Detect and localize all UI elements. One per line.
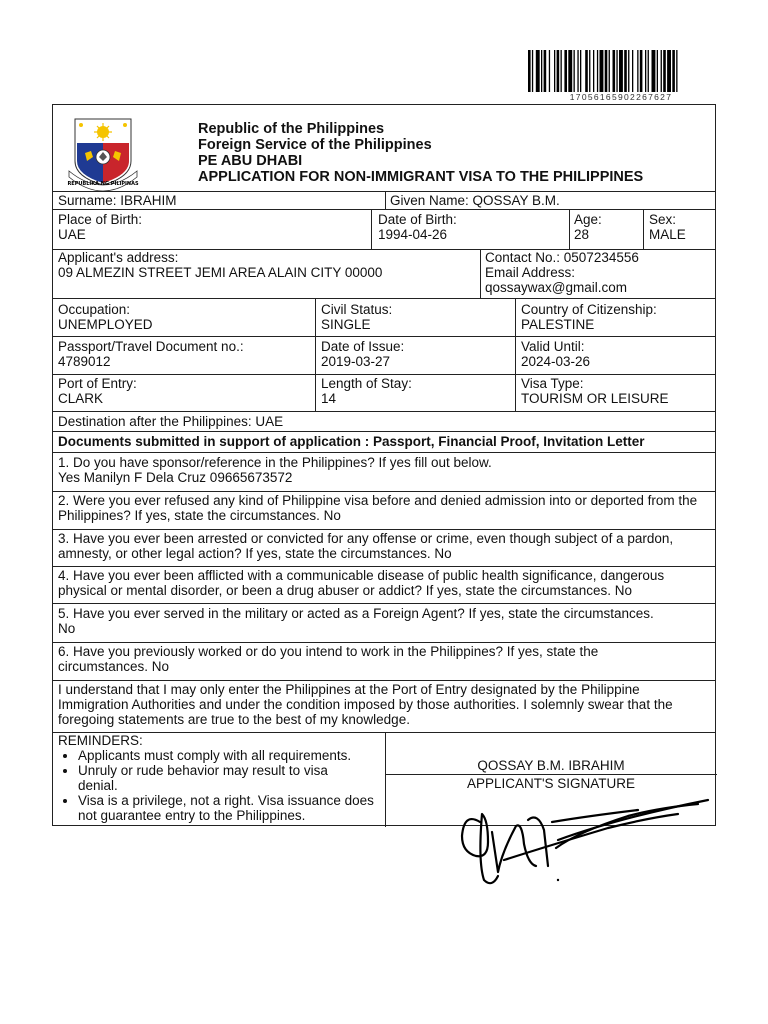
barcode: [528, 50, 714, 92]
declaration-text: I understand that I may only enter the Philippines at the Port of Entry designated by the Philippine Immigration Authorities and under the condition imposed by those authorities. I solemnly swear that the foregoing statements are true to the best of my knowledge.: [58, 682, 673, 727]
visa-application-form: [52, 104, 716, 826]
passport-field: Passport/Travel Document no.: 4789012: [58, 339, 244, 369]
philippine-seal-icon: [63, 111, 143, 191]
port-of-entry-field: Port of Entry: CLARK: [58, 376, 137, 406]
header-line-1: Republic of the Philippines: [198, 121, 385, 137]
question-5: 5. Have you ever served in the military or acted as a Foreign Agent? If yes, state the circumstances. No: [58, 606, 654, 636]
form-header: [198, 121, 643, 185]
civil-status-field: Civil Status: SINGLE: [321, 302, 393, 332]
citizenship-field: Country of Citizenship: PALESTINE: [521, 302, 657, 332]
date-of-birth-field: Date of Birth: 1994-04-26: [378, 212, 457, 242]
contact-field: Contact No.: 0507234556 Email Address: qossaywax@gmail.com: [485, 250, 639, 295]
question-2: 2. Were you ever refused any kind of Philippine visa before and denied admission into or deported from the Philippines? If yes, state the circumstances. No: [58, 493, 698, 523]
question-3: 3. Have you ever been arrested or convicted for any offense or crime, even though subject of a pardon, amnesty, or other legal action? If yes, state the circumstances. No: [58, 531, 674, 561]
svg-text:REPUBLIKA NG PILIPINAS: REPUBLIKA NG PILIPINAS: [67, 181, 139, 187]
length-of-stay-field: Length of Stay: 14: [321, 376, 412, 406]
question-6: 6. Have you previously worked or do you intend to work in the Philippines? If yes, state the circumstances. No: [58, 644, 599, 674]
destination-field: Destination after the Philippines: UAE: [58, 414, 284, 429]
applicant-name: QOSSAY B.M. IBRAHIM: [477, 758, 625, 773]
header-line-4: APPLICATION FOR NON-IMMIGRANT VISA TO THE PHILIPPINES: [198, 169, 644, 185]
header-line-3: PE ABU DHABI: [198, 153, 303, 169]
question-1: 1. Do you have sponsor/reference in the Philippines? If yes fill out below. Yes Manilyn F Dela Cruz 09665673572: [58, 455, 492, 485]
documents-submitted: Documents submitted in support of application : Passport, Financial Proof, Invitation Letter: [58, 434, 645, 449]
reminders-title: REMINDERS:: [58, 733, 143, 748]
reminder-item: • Applicants must comply with all requirements.: [78, 748, 380, 763]
signature-label: APPLICANT'S SIGNATURE: [466, 776, 636, 791]
valid-until-field: Valid Until: 2024-03-26: [521, 339, 591, 369]
place-of-birth-field: Place of Birth: UAE: [58, 212, 143, 242]
given-name-field: Given Name: QOSSAY B.M.: [390, 193, 560, 208]
surname-field: Surname: IBRAHIM: [58, 193, 177, 208]
reminder-item: • Unruly or rude behavior may result to visa denial.: [78, 763, 380, 793]
age-field: Age: 28: [574, 212, 602, 242]
sex-field: Sex: MALE: [649, 212, 686, 242]
visa-type-field: Visa Type: TOURISM OR LEISURE: [521, 376, 669, 406]
barcode-number: 17056165902267627: [569, 92, 673, 102]
occupation-field: Occupation: UNEMPLOYED: [58, 302, 153, 332]
handwritten-signature: [458, 792, 716, 892]
address-field: Applicant's address: 09 ALMEZIN STREET JEMI AREA ALAIN CITY 00000: [58, 250, 383, 280]
question-4: 4. Have you ever been afflicted with a communicable disease of public health significance, dangerous physical or mental disorder, or been a drug abuser or addict? If yes, state the circumstances. No: [58, 568, 665, 598]
header-line-2: Foreign Service of the Philippines: [198, 137, 432, 153]
date-of-issue-field: Date of Issue: 2019-03-27: [321, 339, 405, 369]
reminder-item: • Visa is a privilege, not a right. Visa issuance does not guarantee entry to the Philippines.: [78, 793, 380, 823]
reminders-box: [58, 733, 380, 823]
